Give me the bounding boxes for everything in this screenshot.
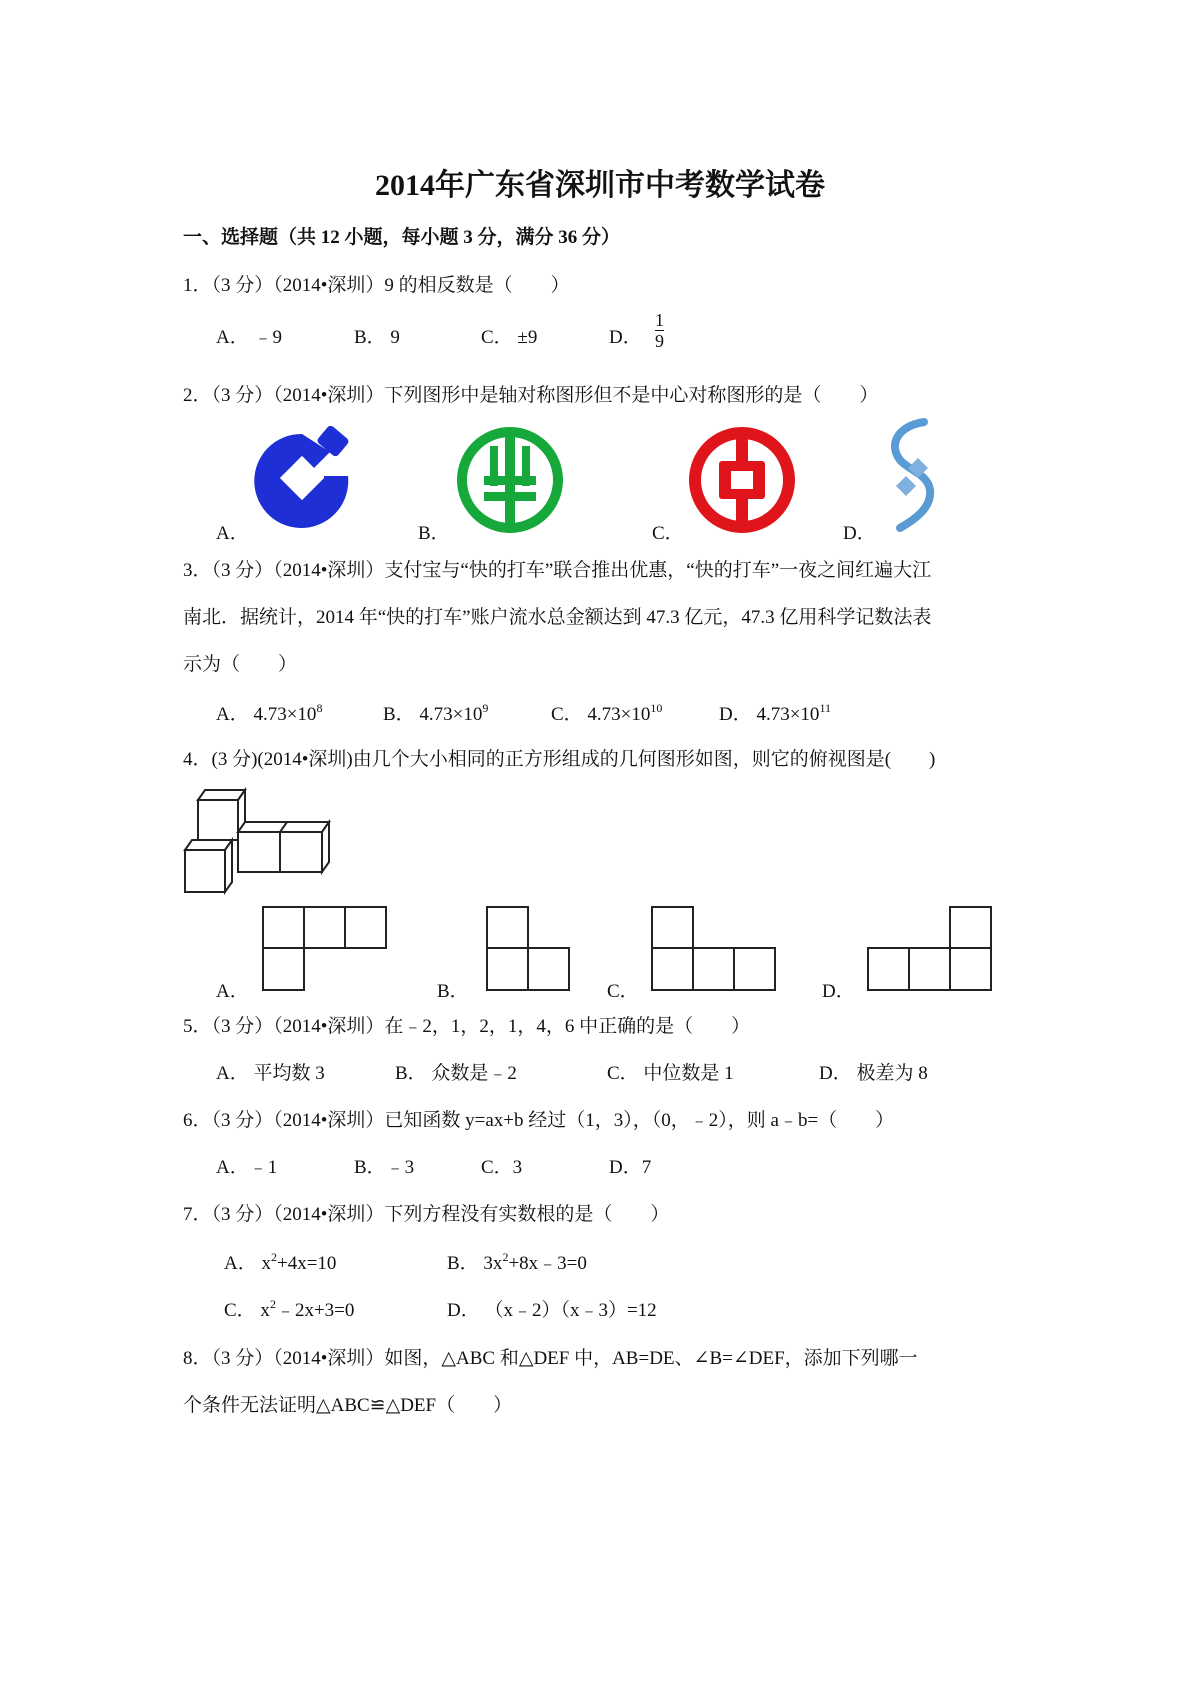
q5-option-d: D． 极差为 8 [819,1063,928,1084]
q7-option-b [447,1248,587,1275]
q4-solid-figure [183,786,333,898]
q2-stem: 2．（3 分）（2014•深圳）下列图形中是轴对称图形但不是中心对称图形的是（ ） [183,385,879,406]
q3-option-c-text: C． 4.73×10 [551,704,651,725]
q4-stem: 4．(3 分)(2014•深圳)由几个大小相同的正方形组成的几何图形如图，则它的俯视图是( ) [183,749,936,770]
q4-option-d-figure [867,906,993,992]
q7-option-c-rest: ﹣2x+3=0 [275,1300,355,1321]
bank-logo-green-icon [454,424,566,536]
q5-stem: 5．（3 分）（2014•深圳）在﹣2，1，2，1，4，6 中正确的是（ ） [183,1016,751,1037]
q3-line-1: 3．（3 分）（2014•深圳）支付宝与“快的打车”联合推出优惠，“快的打车”一夜之间红遍大江 [183,560,932,581]
q4-option-c-figure [651,906,777,992]
q8-line-1: 8．（3 分）（2014•深圳）如图，△ABC 和△DEF 中，AB=DE、∠B=∠DEF，添加下列哪一 [183,1348,918,1369]
q4-option-a-figure [262,906,388,992]
q3-option-a-text: A． 4.73×10 [216,704,317,725]
q3-option-c [551,699,662,726]
q3-option-b-text: B． 4.73×10 [383,704,483,725]
q2-option-c: C． [652,523,684,544]
q7-option-c-exponent: 2 [269,1297,276,1311]
q8-line-2: 个条件无法证明△ABC≌△DEF（ ） [183,1395,513,1416]
page-title: 2014年广东省深圳市中考数学试卷 [375,169,825,202]
q6-stem: 6．（3 分）（2014•深圳）已知函数 y=ax+b 经过（1，3），（0，﹣2），则 a﹣b=（ ） [183,1110,895,1131]
q7-option-a-exponent: 2 [270,1250,277,1264]
q3-option-b [383,699,488,726]
q3-option-b-exponent: 9 [482,701,489,715]
bank-logo-red-icon [686,424,798,536]
q5-option-a: A． 平均数 3 [216,1063,325,1084]
q1-option-d: D． [609,327,642,348]
q2-option-a: A． [216,523,249,544]
q1-stem: 1．（3 分）（2014•深圳）9 的相反数是（ ） [183,275,570,296]
q1-option-b: B． 9 [354,327,400,348]
q3-line-2: 南北．据统计，2014 年“快的打车”账户流水总金额达到 47.3 亿元，47.3 亿用科学记数法表 [183,607,932,628]
q7-option-c-base: C． x [224,1300,270,1321]
bank-logo-blue-icon [252,426,352,530]
q3-option-a [216,699,322,726]
q2-option-d: D． [843,523,876,544]
q7-option-b-rest: +8x﹣3=0 [508,1253,587,1274]
q6-option-b: B．﹣3 [354,1157,415,1178]
q3-option-c-exponent: 10 [650,701,663,715]
q1-option-d-fraction [655,310,664,351]
q7-option-c [224,1295,354,1322]
q1-option-c: C． ±9 [481,327,538,348]
fraction-denominator: 9 [655,331,664,351]
q7-option-d: D． （x﹣2）（x﹣3）=12 [447,1300,657,1321]
q3-option-d-exponent: 11 [819,701,831,715]
bank-logo-s-icon [880,416,950,538]
q4-option-a: A． [216,981,249,1002]
q5-option-c: C． 中位数是 1 [607,1063,734,1084]
fraction-numerator: 1 [655,310,664,330]
q6-option-a: A．﹣1 [216,1157,278,1178]
section-heading: 一、选择题（共 12 小题，每小题 3 分，满分 36 分） [183,227,621,248]
q3-option-d-text: D． 4.73×10 [719,704,820,725]
q6-option-d: D．7 [609,1157,652,1178]
q7-option-b-exponent: 2 [502,1250,509,1264]
q7-option-a-rest: +4x=10 [276,1253,337,1274]
q7-option-a-base: A． x [224,1253,271,1274]
q7-option-a [224,1248,336,1275]
q4-option-c: C． [607,981,639,1002]
q5-option-b: B． 众数是﹣2 [395,1063,517,1084]
q2-option-b: B． [418,523,450,544]
q1-option-a: A． ﹣9 [216,327,282,348]
q4-option-b: B． [437,981,469,1002]
q7-option-b-base: B． 3x [447,1253,503,1274]
q4-option-b-figure [486,906,570,992]
q6-option-c: C．3 [481,1157,523,1178]
q3-line-3: 示为（ ） [183,654,298,675]
q7-stem: 7．（3 分）（2014•深圳）下列方程没有实数根的是（ ） [183,1204,670,1225]
q4-option-d: D． [822,981,855,1002]
q3-option-d [719,699,831,726]
q3-option-a-exponent: 8 [316,701,323,715]
